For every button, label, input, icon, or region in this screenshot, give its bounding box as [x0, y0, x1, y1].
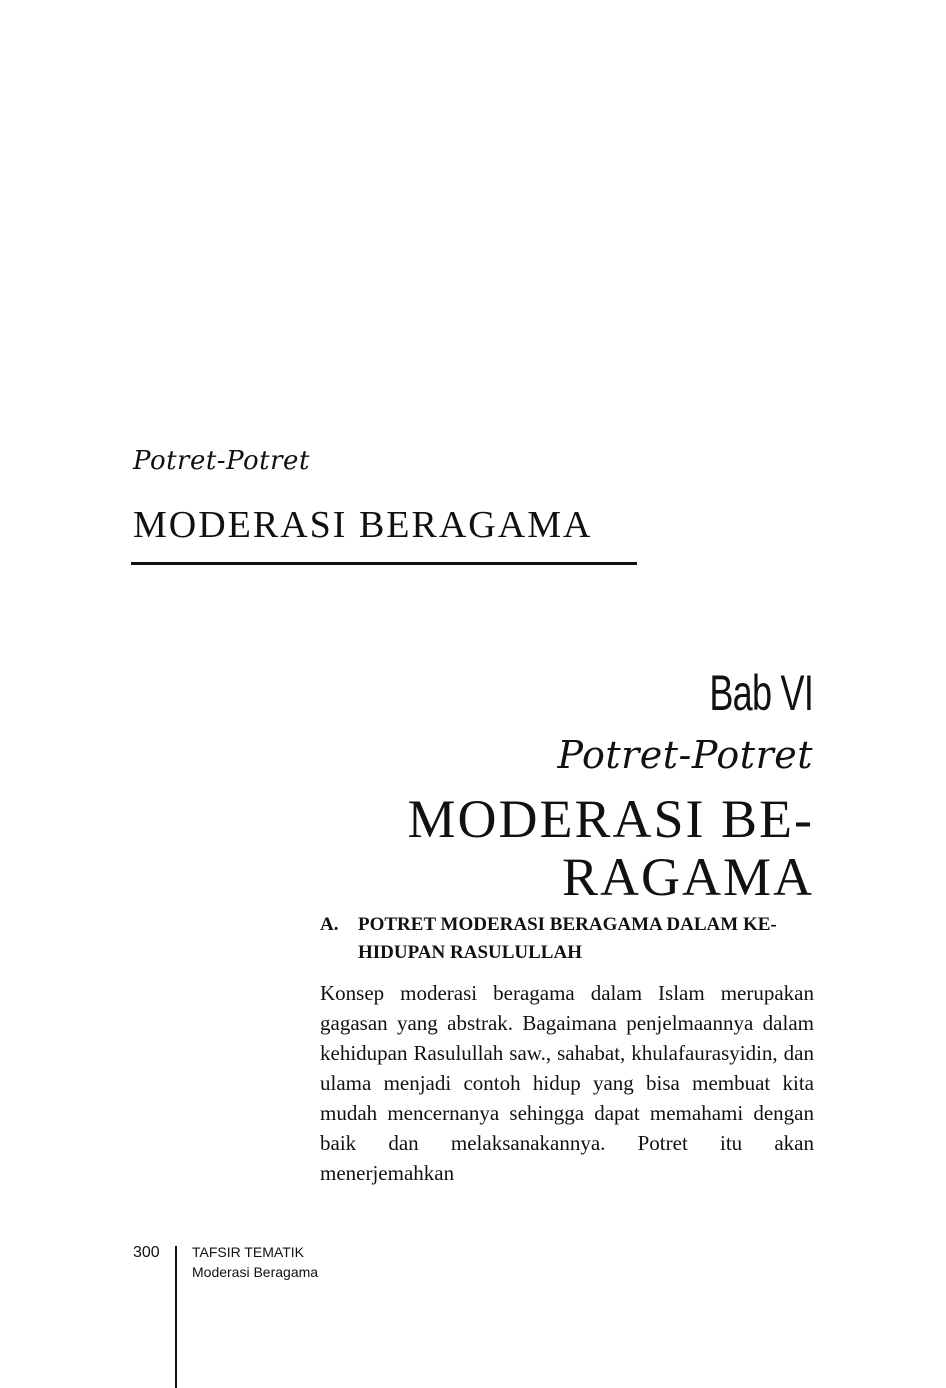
section-letter: A. — [320, 914, 339, 935]
chapter-title-line-1: MODERASI BE- — [407, 789, 814, 849]
footer-series-title: TAFSIR TEMATIK — [192, 1244, 305, 1260]
running-header-divider — [131, 562, 637, 565]
running-header-script: Potret-Potret — [133, 446, 310, 476]
footer-divider — [175, 1246, 177, 1388]
footer-series-block — [192, 1242, 318, 1282]
section-heading-line-2: HIDUPAN RASULULLAH — [358, 942, 582, 963]
chapter-title — [320, 790, 814, 906]
section-heading-text — [358, 911, 814, 967]
footer-series-subtitle: Moderasi Beragama — [192, 1264, 319, 1280]
page-number: 300 — [133, 1244, 160, 1261]
chapter-title-line-2: RAGAMA — [561, 847, 814, 907]
body-paragraph: Konsep moderasi beragama dalam Islam merupakan gagasan yang abstrak. Bagaimana penjelmaannya dalam kehidupan Rasulullah saw., sahabat, khulafaurasyidin, dan ulama menjadi contoh hidup yang bisa membuat kita mudah mencernanya sehingga dapat memahami dengan baik dan melaksanakannya. Potret itu akan menerjemahkan — [320, 981, 814, 1185]
section-heading — [320, 911, 814, 967]
chapter-label: Bab VI — [709, 665, 813, 721]
chapter-script-title: Potret-Potret — [557, 733, 813, 777]
section-heading-line-1: POTRET MODERASI BERAGAMA DALAM KE- — [358, 914, 777, 935]
running-header-title: MODERASI BERAGAMA — [133, 504, 593, 546]
